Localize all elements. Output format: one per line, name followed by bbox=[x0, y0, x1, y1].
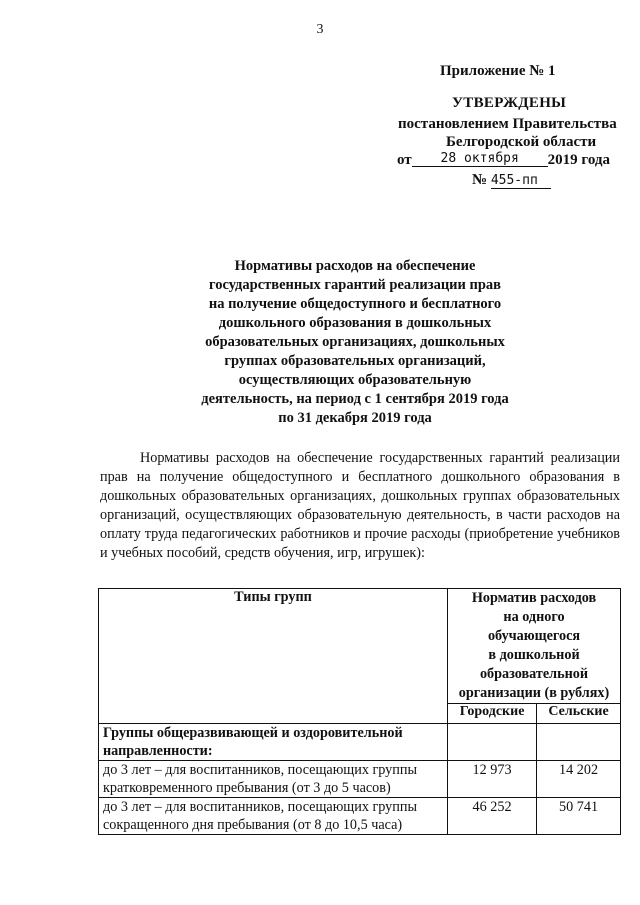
page-number: 3 bbox=[316, 22, 324, 37]
title-line: образовательных организациях, дошкольных bbox=[205, 334, 505, 350]
table-row bbox=[99, 724, 621, 761]
title-line: группах образовательных организаций, bbox=[224, 353, 486, 369]
empty-cell bbox=[448, 724, 537, 761]
urban-value: 12 973 bbox=[448, 761, 537, 798]
title-line: осуществляющих образовательную bbox=[238, 372, 472, 388]
norm-header-line: организации (в рублях) bbox=[458, 685, 610, 701]
norm-header-line: на одного bbox=[503, 609, 565, 625]
sub-header-urban: Городские bbox=[448, 704, 537, 724]
col-norm-header bbox=[448, 589, 621, 704]
row-label: до 3 лет – для воспитанников, посещающих группы сокращенного дня пребывания (от 8 до 10,5 часа) bbox=[99, 798, 448, 835]
date-value: 28 октября bbox=[412, 151, 548, 167]
date-prefix: от bbox=[397, 152, 412, 168]
row-label: до 3 лет – для воспитанников, посещающих группы кратковременного пребывания (от 3 до 5 часов) bbox=[99, 761, 448, 798]
title-line: Нормативы расходов на обеспечение bbox=[234, 258, 476, 274]
table-row bbox=[99, 761, 621, 798]
title-line: по 31 декабря 2019 года bbox=[278, 410, 432, 426]
urban-value: 46 252 bbox=[448, 798, 537, 835]
norms-table bbox=[98, 588, 621, 835]
norm-header-line: Норматив расходов bbox=[471, 590, 597, 606]
col-type-header: Типы групп bbox=[99, 589, 448, 724]
number-value: 455-пп bbox=[491, 173, 551, 189]
rural-value: 14 202 bbox=[537, 761, 621, 798]
decree-number bbox=[472, 172, 551, 189]
appendix-label: Приложение № 1 bbox=[440, 63, 556, 79]
title-line: дошкольного образования в дошкольных bbox=[218, 315, 492, 331]
intro-text: Нормативы расходов на обеспечение государственных гарантий реализации прав на получение общедоступного и бесплатного дошкольного образования в дошкольных образовательных организациях, дошкольных группах образовательных организаций, осуществляющих образовательную деятельность, в части расходов на оплату труда педагогических работников и прочие расходы (приобретение учебников и учебных пособий, средств обучения, игр, игрушек): bbox=[100, 450, 620, 561]
norm-header-line: образовательной bbox=[479, 666, 589, 682]
intro-paragraph bbox=[100, 449, 620, 563]
norm-header-line: обучающегося bbox=[487, 628, 581, 644]
decree-date bbox=[397, 152, 610, 169]
title-line: государственных гарантий реализации прав bbox=[208, 277, 502, 293]
group-heading: Группы общеразвивающей и оздоровительной направленности: bbox=[99, 724, 448, 761]
empty-cell bbox=[537, 724, 621, 761]
document-title bbox=[170, 257, 540, 428]
number-prefix: № bbox=[472, 172, 488, 188]
decree-label: постановлением Правительства bbox=[398, 116, 617, 132]
approved-label: УТВЕРЖДЕНЫ bbox=[452, 95, 567, 111]
title-line: деятельность, на период с 1 сентября 2019 года bbox=[201, 391, 509, 407]
title-line: на получение общедоступного и бесплатного bbox=[208, 296, 502, 312]
norm-header-line: в дошкольной bbox=[488, 647, 580, 663]
rural-value: 50 741 bbox=[537, 798, 621, 835]
date-suffix: 2019 года bbox=[547, 152, 611, 168]
region-label: Белгородской области bbox=[446, 134, 597, 150]
sub-header-rural: Сельские bbox=[537, 704, 621, 724]
table-row bbox=[99, 798, 621, 835]
